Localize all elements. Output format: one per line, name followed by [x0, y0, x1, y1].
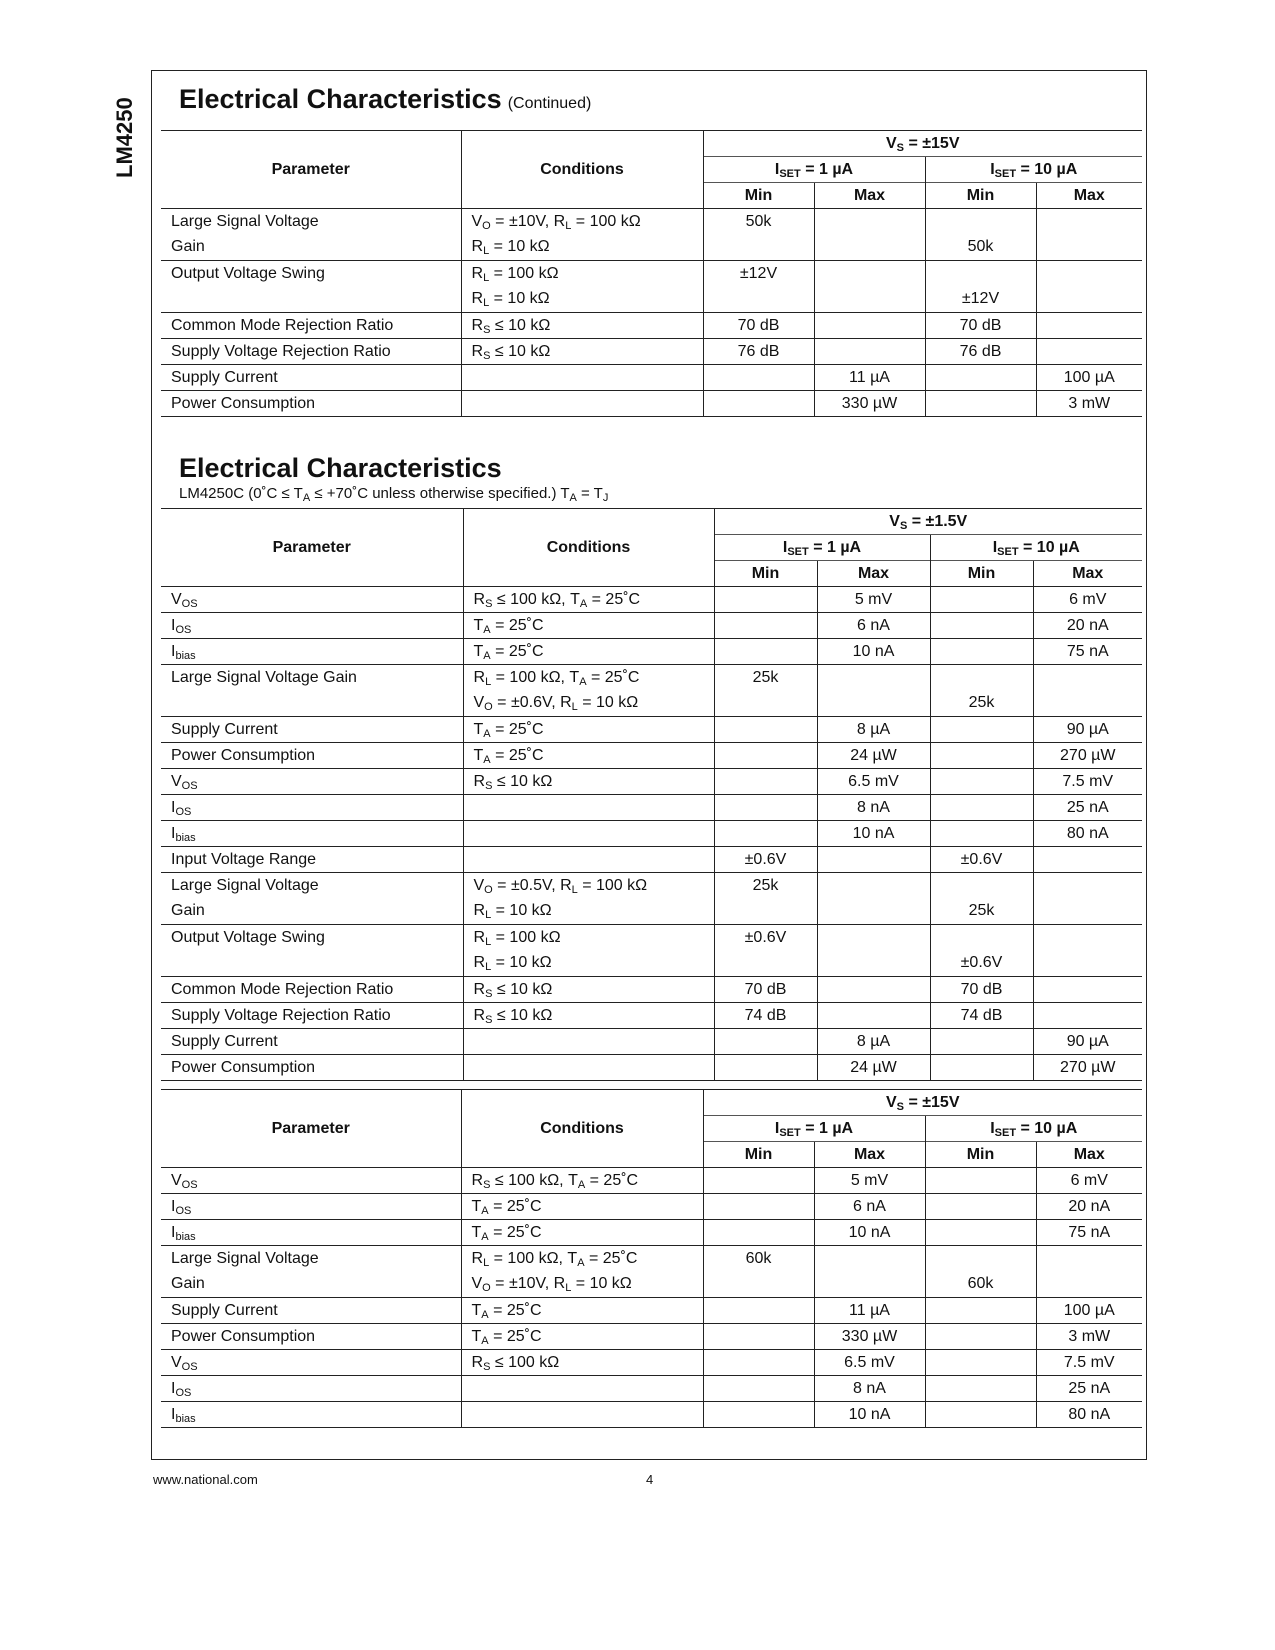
cell-conditions: $V_O = \pm 10V$, $R_L = 10$ kΩ [461, 1272, 703, 1298]
cell-conditions: $R_S \le 100$ kΩ, $T_A$ = 25˚C [461, 1168, 703, 1194]
spec-table-vs-15v [161, 130, 1142, 417]
cell-max-10ua [1033, 847, 1142, 873]
cell-max-1ua: 10 nA [817, 821, 930, 847]
cell-conditions [463, 1029, 714, 1055]
cell-parameter: Common Mode Rejection Ratio [161, 313, 461, 339]
cell-min-10ua: 25k [930, 691, 1033, 717]
cell-max-1ua: 5 mV [817, 587, 930, 613]
cell-parameter: $I_{OS}$ [161, 1194, 461, 1220]
header-parameter: Parameter [161, 509, 463, 587]
cell-conditions: $R_L = 100$ kΩ [463, 925, 714, 951]
table-row [161, 821, 1142, 847]
cell-parameter: Common Mode Rejection Ratio [161, 977, 463, 1003]
footer-url[interactable]: www.national.com [153, 1472, 258, 1487]
header-max: Max [814, 1142, 925, 1168]
header-min: Min [703, 183, 814, 209]
cell-min-10ua [930, 639, 1033, 665]
continued-label: (Continued) [507, 95, 592, 112]
cell-conditions: $T_A$ = 25˚C [463, 613, 714, 639]
cell-min-1ua [703, 287, 814, 313]
cell-parameter: Output Voltage Swing [161, 925, 463, 951]
cell-max-10ua: 20 nA [1033, 613, 1142, 639]
cell-min-10ua: ±12V [925, 287, 1036, 313]
cell-parameter: $V_{OS}$ [161, 769, 463, 795]
cell-conditions: $T_A$ = 25˚C [461, 1298, 703, 1324]
cell-min-1ua [703, 1168, 814, 1194]
cell-parameter: Gain [171, 238, 205, 256]
cell-max-1ua [817, 1003, 930, 1029]
cell-conditions [461, 391, 703, 417]
table-row [161, 873, 1142, 899]
cell-parameter: Large Signal Voltage Gain [161, 665, 463, 691]
table-row [161, 1272, 1142, 1298]
header-min: Min [930, 561, 1033, 587]
table-row [161, 951, 1142, 977]
header-supply-voltage: $V_S = \pm 15V$ [703, 1090, 1142, 1116]
cell-conditions: $R_S \le 10$ kΩ [463, 769, 714, 795]
cell-min-1ua: 70 dB [703, 313, 814, 339]
table-row [161, 587, 1142, 613]
cell-min-1ua: 25k [714, 873, 817, 899]
cell-max-1ua [817, 691, 930, 717]
table-row [161, 1220, 1142, 1246]
cell-max-10ua: 3 mW [1036, 391, 1142, 417]
cell-min-10ua [925, 1350, 1036, 1376]
cell-max-10ua [1036, 1272, 1142, 1298]
cell-min-10ua [930, 613, 1033, 639]
cell-max-1ua [814, 261, 925, 287]
cell-min-10ua: 60k [925, 1272, 1036, 1298]
cell-max-10ua: 6 mV [1033, 587, 1142, 613]
cell-conditions: $T_A$ = 25˚C [463, 717, 714, 743]
cell-conditions: $V_O = \pm 0.5V$, $R_L = 100$ kΩ [463, 873, 714, 899]
cell-min-1ua: ±0.6V [714, 925, 817, 951]
cell-parameter: Power Consumption [161, 1324, 461, 1350]
cell-max-10ua: 3 mW [1036, 1324, 1142, 1350]
cell-max-1ua: 330 µW [814, 1324, 925, 1350]
header-iset-10ua: $I_{SET} = 10$ µA [925, 157, 1142, 183]
cell-min-10ua [925, 1324, 1036, 1350]
cell-conditions: $R_S \le 10$ kΩ [463, 1003, 714, 1029]
cell-min-10ua: 70 dB [930, 977, 1033, 1003]
cell-parameter: $V_{OS}$ [161, 587, 463, 613]
cell-parameter: $I_{bias}$ [161, 639, 463, 665]
cell-max-10ua [1036, 1246, 1142, 1272]
cell-max-10ua: 6 mV [1036, 1168, 1142, 1194]
cell-min-10ua [930, 925, 1033, 951]
header-min: Min [703, 1142, 814, 1168]
cell-min-1ua: 70 dB [714, 977, 817, 1003]
section-title-text: Electrical Characteristics [179, 84, 502, 114]
cell-min-10ua [930, 665, 1033, 691]
cell-parameter: $I_{OS}$ [161, 613, 463, 639]
cell-max-10ua [1036, 235, 1142, 261]
cell-max-1ua: 8 µA [817, 1029, 930, 1055]
cell-min-1ua [714, 821, 817, 847]
cell-conditions: $R_L = 10$ kΩ [463, 951, 714, 977]
table-row [161, 639, 1142, 665]
table-row [161, 743, 1142, 769]
cell-min-10ua: 76 dB [925, 339, 1036, 365]
header-parameter: Parameter [161, 1090, 461, 1168]
table-row [161, 717, 1142, 743]
header-min: Min [925, 183, 1036, 209]
cell-parameter: $I_{bias}$ [161, 1220, 461, 1246]
cell-max-10ua: 270 µW [1033, 743, 1142, 769]
cell-max-1ua: 8 nA [817, 795, 930, 821]
cell-min-10ua [925, 391, 1036, 417]
cell-max-1ua [814, 1246, 925, 1272]
table-row [161, 769, 1142, 795]
cell-min-1ua [714, 587, 817, 613]
cell-min-10ua [925, 261, 1036, 287]
cell-parameter: Large Signal Voltage [161, 209, 461, 235]
table-row [161, 925, 1142, 951]
table-row [161, 1350, 1142, 1376]
header-conditions: Conditions [461, 1090, 703, 1168]
cell-max-1ua [814, 313, 925, 339]
cell-min-10ua [925, 1168, 1036, 1194]
cell-parameter: Supply Current [161, 1298, 461, 1324]
table-row [161, 1003, 1142, 1029]
cell-min-10ua [925, 1376, 1036, 1402]
cell-min-10ua [925, 365, 1036, 391]
cell-conditions [461, 1402, 703, 1428]
cell-parameter: Gain [171, 902, 205, 920]
cell-min-10ua [930, 873, 1033, 899]
cell-min-1ua [714, 1029, 817, 1055]
cell-conditions: $R_S \le 10$ kΩ [461, 313, 703, 339]
cell-min-1ua [714, 951, 817, 977]
cell-parameter: Large Signal Voltage [161, 873, 463, 899]
cell-parameter: Large Signal Voltage [161, 1246, 461, 1272]
table-row [161, 261, 1142, 287]
cell-max-10ua [1036, 287, 1142, 313]
cell-conditions: $R_L = 100$ kΩ, $T_A$ = 25˚C [461, 1246, 703, 1272]
cell-conditions: $T_A$ = 25˚C [461, 1194, 703, 1220]
cell-min-10ua: 50k [925, 235, 1036, 261]
table-row [161, 365, 1142, 391]
cell-min-1ua [714, 717, 817, 743]
table-row [161, 1402, 1142, 1428]
table-row [161, 977, 1142, 1003]
header-max: Max [817, 561, 930, 587]
cell-min-10ua: 70 dB [925, 313, 1036, 339]
cell-min-1ua [703, 235, 814, 261]
cell-conditions [461, 1376, 703, 1402]
table-row [161, 1376, 1142, 1402]
table-row [161, 691, 1142, 717]
cell-min-10ua: 25k [930, 899, 1033, 925]
cell-min-1ua [703, 365, 814, 391]
spec-table-vs-1-5v [161, 508, 1142, 1081]
cell-min-10ua [925, 1298, 1036, 1324]
cell-max-1ua: 6.5 mV [814, 1350, 925, 1376]
cell-max-1ua [817, 977, 930, 1003]
cell-min-1ua [703, 1298, 814, 1324]
table-row [161, 1246, 1142, 1272]
page-number: 4 [646, 1472, 654, 1487]
cell-conditions: $T_A$ = 25˚C [463, 743, 714, 769]
cell-min-10ua [930, 795, 1033, 821]
cell-parameter: $I_{bias}$ [161, 1402, 461, 1428]
cell-max-10ua: 100 µA [1036, 365, 1142, 391]
cell-parameter: Supply Current [161, 365, 461, 391]
cell-min-1ua: 60k [703, 1246, 814, 1272]
table-row [161, 209, 1142, 235]
cell-conditions: $R_L = 10$ kΩ [463, 899, 714, 925]
cell-conditions: $R_L = 10$ kΩ [461, 287, 703, 313]
cell-max-10ua: 20 nA [1036, 1194, 1142, 1220]
cell-min-1ua: ±12V [703, 261, 814, 287]
cell-min-10ua [930, 743, 1033, 769]
cell-max-10ua: 90 µA [1033, 1029, 1142, 1055]
cell-min-1ua [714, 691, 817, 717]
side-part-number-text: LM4250 [112, 97, 137, 178]
cell-max-1ua: 6 nA [817, 613, 930, 639]
cell-max-10ua: 75 nA [1033, 639, 1142, 665]
cell-max-1ua: 8 µA [817, 717, 930, 743]
cell-parameter: Gain [171, 1275, 205, 1293]
cell-max-1ua: 5 mV [814, 1168, 925, 1194]
cell-min-1ua: ±0.6V [714, 847, 817, 873]
cell-min-1ua [703, 1350, 814, 1376]
cell-max-10ua [1033, 665, 1142, 691]
cell-max-1ua: 24 µW [817, 1055, 930, 1081]
cell-min-1ua [703, 1402, 814, 1428]
cell-max-1ua [817, 665, 930, 691]
cell-max-1ua: 10 nA [817, 639, 930, 665]
cell-max-10ua: 270 µW [1033, 1055, 1142, 1081]
table-row [161, 391, 1142, 417]
cell-parameter: $V_{OS}$ [161, 1350, 461, 1376]
cell-max-1ua: 11 µA [814, 365, 925, 391]
cell-parameter: Input Voltage Range [161, 847, 463, 873]
cell-parameter: Power Consumption [161, 391, 461, 417]
cell-max-10ua [1033, 977, 1142, 1003]
cell-conditions: $T_A$ = 25˚C [461, 1324, 703, 1350]
table-row [161, 613, 1142, 639]
cell-max-1ua [817, 925, 930, 951]
cell-min-1ua [714, 613, 817, 639]
cell-min-1ua [714, 743, 817, 769]
cell-parameter [161, 951, 463, 977]
header-conditions: Conditions [461, 131, 703, 209]
cell-max-10ua: 90 µA [1033, 717, 1142, 743]
cell-max-10ua: 25 nA [1036, 1376, 1142, 1402]
header-max: Max [814, 183, 925, 209]
cell-conditions: $T_A$ = 25˚C [461, 1220, 703, 1246]
cell-conditions: $R_L = 100$ kΩ, $T_A$ = 25˚C [463, 665, 714, 691]
cell-max-1ua [814, 339, 925, 365]
cell-min-10ua [930, 1055, 1033, 1081]
cell-max-1ua [817, 899, 930, 925]
cell-max-1ua: 8 nA [814, 1376, 925, 1402]
table-row [161, 1055, 1142, 1081]
section-title-lm4250c: Electrical Characteristics [179, 453, 502, 483]
cell-min-1ua [703, 1220, 814, 1246]
cell-max-10ua: 7.5 mV [1036, 1350, 1142, 1376]
spec-table-vs-15v-lm4250c [161, 1089, 1142, 1428]
cell-max-10ua [1033, 1003, 1142, 1029]
cell-parameter: Power Consumption [161, 743, 463, 769]
cell-max-10ua [1033, 899, 1142, 925]
cell-parameter: $I_{bias}$ [161, 821, 463, 847]
cell-max-10ua [1033, 873, 1142, 899]
cell-min-1ua [714, 899, 817, 925]
side-part-number [96, 70, 140, 180]
cell-max-1ua: 6.5 mV [817, 769, 930, 795]
cell-min-10ua [930, 1029, 1033, 1055]
cell-conditions [463, 795, 714, 821]
cell-parameter: Supply Voltage Rejection Ratio [161, 1003, 463, 1029]
cell-max-10ua [1036, 313, 1142, 339]
header-iset-1ua: $I_{SET} = 1$ µA [714, 535, 930, 561]
cell-max-1ua: 6 nA [814, 1194, 925, 1220]
table-row [161, 1298, 1142, 1324]
cell-conditions [463, 847, 714, 873]
cell-parameter [161, 691, 463, 717]
cell-max-1ua: 24 µW [817, 743, 930, 769]
cell-max-1ua [817, 951, 930, 977]
cell-max-1ua [814, 287, 925, 313]
cell-conditions: $R_S \le 10$ kΩ [461, 339, 703, 365]
section-subtitle-conditions: LM4250C (0˚C ≤ $T_A$ ≤ +70˚C unless otherwise specified.) $T_A = T_J$ [179, 485, 609, 504]
table-row [161, 1324, 1142, 1350]
cell-min-10ua [925, 1194, 1036, 1220]
header-max: Max [1033, 561, 1142, 587]
section-title-continued [179, 84, 591, 115]
cell-min-10ua [930, 769, 1033, 795]
cell-min-1ua: 76 dB [703, 339, 814, 365]
table-row [161, 1168, 1142, 1194]
cell-max-10ua [1036, 261, 1142, 287]
table-row [161, 1029, 1142, 1055]
table-row [161, 665, 1142, 691]
cell-min-1ua: 25k [714, 665, 817, 691]
cell-max-1ua: 330 µW [814, 391, 925, 417]
cell-max-10ua: 100 µA [1036, 1298, 1142, 1324]
cell-min-1ua: 74 dB [714, 1003, 817, 1029]
header-supply-voltage: $V_S = \pm 1.5V$ [714, 509, 1142, 535]
cell-min-10ua [925, 209, 1036, 235]
cell-parameter: Output Voltage Swing [161, 261, 461, 287]
cell-min-10ua: ±0.6V [930, 847, 1033, 873]
header-iset-10ua: $I_{SET} = 10$ µA [925, 1116, 1142, 1142]
header-supply-voltage: $V_S = \pm 15V$ [703, 131, 1142, 157]
cell-conditions: $R_S \le 10$ kΩ [463, 977, 714, 1003]
header-min: Min [925, 1142, 1036, 1168]
cell-min-10ua: 74 dB [930, 1003, 1033, 1029]
cell-conditions: $R_S \le 100$ kΩ, $T_A$ = 25˚C [463, 587, 714, 613]
cell-min-1ua [714, 769, 817, 795]
cell-parameter: $I_{OS}$ [161, 1376, 461, 1402]
cell-max-10ua [1033, 925, 1142, 951]
cell-max-10ua: 7.5 mV [1033, 769, 1142, 795]
header-max: Max [1036, 1142, 1142, 1168]
cell-conditions: $T_A$ = 25˚C [463, 639, 714, 665]
table-row [161, 795, 1142, 821]
cell-max-1ua [814, 209, 925, 235]
cell-parameter [161, 287, 461, 313]
cell-min-10ua: ±0.6V [930, 951, 1033, 977]
header-parameter: Parameter [161, 131, 461, 209]
table-row [161, 1194, 1142, 1220]
cell-parameter: Supply Voltage Rejection Ratio [161, 339, 461, 365]
cell-min-10ua [930, 587, 1033, 613]
cell-min-1ua [703, 1324, 814, 1350]
cell-parameter: Supply Current [161, 717, 463, 743]
table-row [161, 847, 1142, 873]
cell-max-1ua [814, 235, 925, 261]
cell-min-1ua [703, 1272, 814, 1298]
cell-min-10ua [925, 1246, 1036, 1272]
cell-min-1ua [703, 391, 814, 417]
cell-max-10ua: 75 nA [1036, 1220, 1142, 1246]
cell-min-1ua [714, 795, 817, 821]
table-row [161, 899, 1142, 925]
cell-max-10ua: 80 nA [1036, 1402, 1142, 1428]
cell-conditions: $R_S \le 100$ kΩ [461, 1350, 703, 1376]
header-iset-1ua: $I_{SET} = 1$ µA [703, 1116, 925, 1142]
cell-conditions [463, 821, 714, 847]
cell-max-10ua [1036, 339, 1142, 365]
cell-max-1ua: 10 nA [814, 1402, 925, 1428]
cell-min-1ua [703, 1194, 814, 1220]
cell-min-10ua [930, 821, 1033, 847]
cell-max-10ua: 25 nA [1033, 795, 1142, 821]
cell-min-10ua [930, 717, 1033, 743]
cell-max-1ua [814, 1272, 925, 1298]
cell-parameter: Supply Current [161, 1029, 463, 1055]
header-iset-1ua: $I_{SET} = 1$ µA [703, 157, 925, 183]
cell-parameter: $I_{OS}$ [161, 795, 463, 821]
cell-max-1ua: 11 µA [814, 1298, 925, 1324]
cell-min-10ua [925, 1220, 1036, 1246]
cell-parameter: Power Consumption [161, 1055, 463, 1081]
cell-max-10ua [1033, 691, 1142, 717]
cell-min-10ua [925, 1402, 1036, 1428]
cell-max-1ua [817, 873, 930, 899]
header-conditions: Conditions [463, 509, 714, 587]
table-row [161, 287, 1142, 313]
cell-conditions: $R_L = 10$ kΩ [461, 235, 703, 261]
cell-min-1ua: 50k [703, 209, 814, 235]
cell-max-1ua [817, 847, 930, 873]
cell-parameter: $V_{OS}$ [161, 1168, 461, 1194]
table-row [161, 339, 1142, 365]
cell-max-1ua: 10 nA [814, 1220, 925, 1246]
cell-max-10ua [1036, 209, 1142, 235]
cell-min-1ua [714, 639, 817, 665]
header-iset-10ua: $I_{SET} = 10$ µA [930, 535, 1142, 561]
cell-min-1ua [703, 1376, 814, 1402]
cell-max-10ua: 80 nA [1033, 821, 1142, 847]
cell-conditions [463, 1055, 714, 1081]
cell-conditions: $R_L = 100$ kΩ [461, 261, 703, 287]
cell-min-1ua [714, 1055, 817, 1081]
cell-conditions [461, 365, 703, 391]
cell-max-10ua [1033, 951, 1142, 977]
table-row [161, 235, 1142, 261]
cell-conditions: $V_O = \pm 10V$, $R_L = 100$ kΩ [461, 209, 703, 235]
table-row [161, 313, 1142, 339]
header-min: Min [714, 561, 817, 587]
header-max: Max [1036, 183, 1142, 209]
cell-conditions: $V_O = \pm 0.6V$, $R_L = 10$ kΩ [463, 691, 714, 717]
